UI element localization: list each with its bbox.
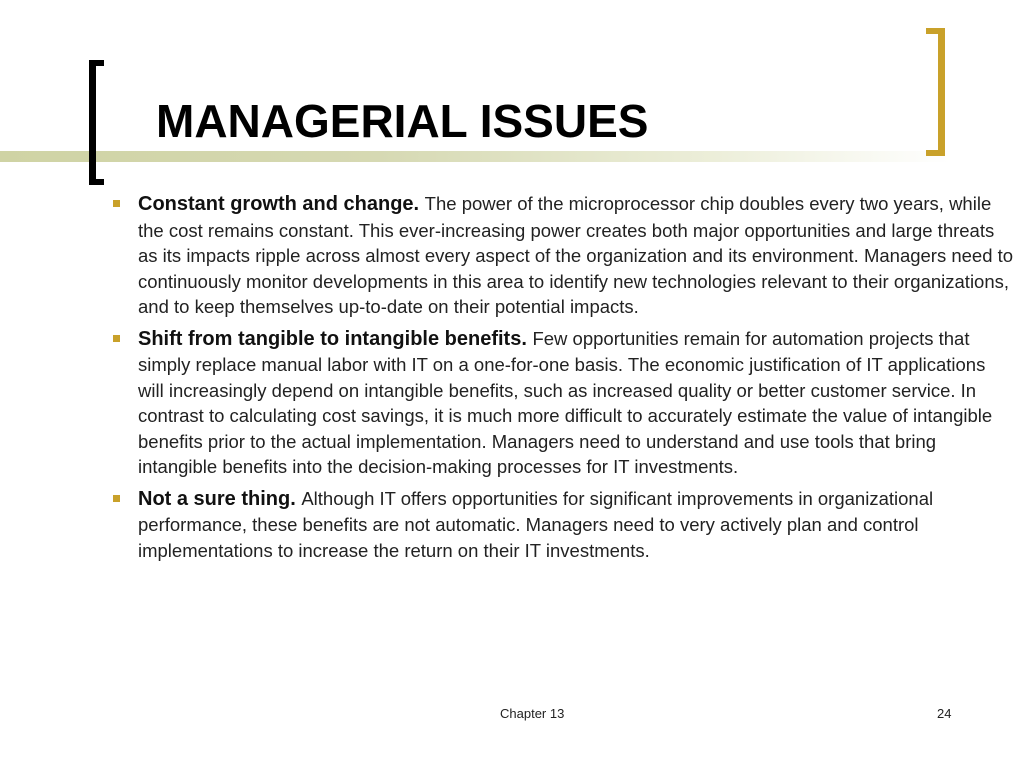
right-bracket-decoration	[926, 28, 945, 156]
bullet-item	[110, 486, 1015, 564]
left-bracket-decoration	[89, 60, 104, 185]
square-bullet-icon	[113, 335, 120, 342]
square-bullet-icon	[113, 200, 120, 207]
bullet-item	[110, 191, 1015, 320]
bullet-text: Few opportunities remain for automation projects that simply replace manual labor with IT on a one-for-one basis. The economic justification of IT applications will increasingly depend on intangible benefits, such as increased quality or better customer service. In contrast to calculating cost savings, it is much more difficult to accurately estimate the value of intangible benefits prior to the actual implementation. Managers need to understand and use tools that bring intangible benefits into the decision-making processes for IT investments.	[138, 327, 993, 477]
footer-chapter: Chapter 13	[500, 706, 565, 721]
bullet-item	[110, 326, 1015, 480]
title-underline-rule	[0, 151, 950, 162]
bullet-lead: Shift from tangible to intangible benefits.	[138, 327, 533, 350]
slide-title: MANAGERIAL ISSUES	[156, 95, 649, 147]
bullet-text: The power of the microprocessor chip doubles every two years, while the cost remains constant. This ever-increasing power creates both major opportunities and large threats as its impacts ripple across almost every aspect of the organization and its environment. Managers need to continuously monitor developments in this area to identify new technologies relevant to their organizations, and to keep themselves up-to-date on their potential impacts.	[138, 193, 1014, 317]
bullet-list	[110, 191, 1015, 569]
bullet-lead: Constant growth and change.	[138, 193, 425, 215]
page-number: 24	[937, 706, 952, 721]
bullet-text: Although IT offers opportunities for significant improvements in organizational performance, these benefits are not automatic. Managers need to very actively plan and control implementations to increase the return on their IT investments.	[138, 487, 934, 561]
bullet-lead: Not a sure thing.	[138, 487, 302, 510]
square-bullet-icon	[113, 495, 120, 502]
